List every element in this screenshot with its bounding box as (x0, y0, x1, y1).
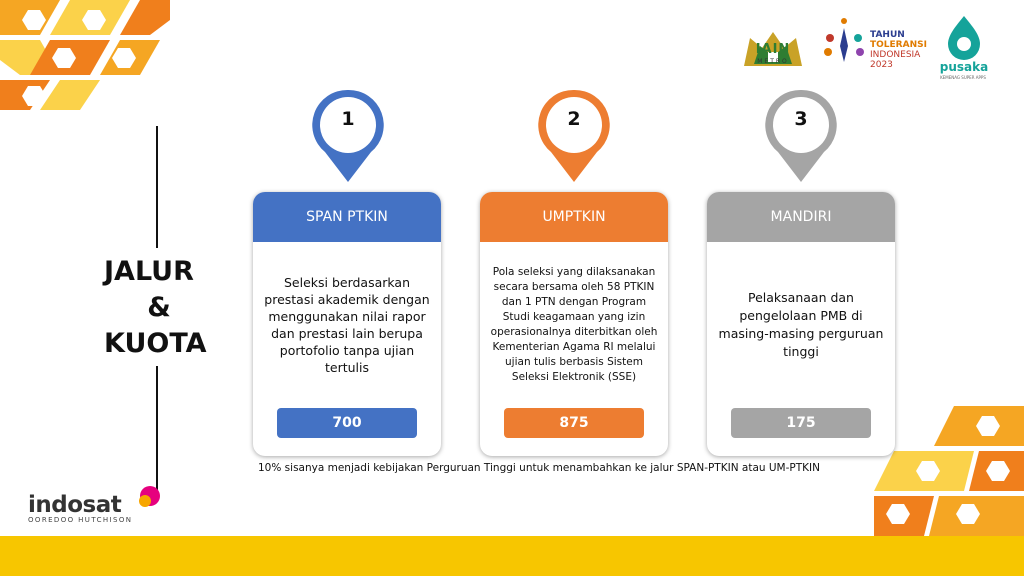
card-span-ptkin (253, 192, 441, 456)
tt-line3: INDONESIA (870, 50, 921, 60)
step-pin-2 (535, 86, 613, 186)
pusaka-logo-text: pusaka (939, 60, 989, 74)
pusaka-logo-subtext: KEMENAG SUPER APPS (940, 75, 986, 80)
step-number: 1 (341, 108, 355, 130)
bottom-accent-bar (0, 536, 1024, 576)
step-pin-1 (309, 86, 387, 186)
pusaka-logo-icon (944, 14, 984, 62)
divider-line-bottom (156, 366, 158, 490)
card-title: UMPTKIN (480, 192, 668, 242)
hex-pattern-decoration (0, 0, 170, 110)
iain-logo-subtext: METRO (757, 58, 789, 65)
tahun-toleransi-logo-text (870, 30, 927, 70)
tahun-toleransi-logo-icon (822, 16, 866, 68)
section-title (104, 254, 214, 362)
indosat-logo-text: indosat (28, 492, 122, 518)
divider-line-top (156, 126, 158, 248)
card-title: SPAN PTKIN (253, 192, 441, 242)
section-title-line3: KUOTA (104, 328, 207, 359)
indosat-logo (28, 492, 132, 524)
quota-value: 175 (731, 408, 871, 438)
map-pin-icon (762, 86, 840, 186)
footnote: 10% sisanya menjadi kebijakan Perguruan Tinggi untuk menambahkan ke jalur SPAN-PTKIN atau UM-PTKIN (258, 462, 820, 474)
card-description: Pelaksanaan dan pengelolaan PMB di masing-masing perguruan tinggi (718, 290, 884, 359)
indosat-logo-subtext: OOREDOO HUTCHISON (28, 516, 133, 524)
tt-line2: TOLERANSI (870, 40, 927, 50)
quota-value: 875 (504, 408, 644, 438)
map-pin-icon (535, 86, 613, 186)
section-title-line1: JALUR (104, 256, 194, 287)
card-description: Seleksi berdasarkan prestasi akademik dengan menggunakan nilai rapor dan prestasi lain berupa portofolio tanpa ujian tertulis (264, 275, 430, 375)
step-number: 2 (567, 108, 581, 130)
step-number: 3 (794, 108, 808, 130)
tt-line4: 2023 (870, 60, 893, 70)
card-mandiri (707, 192, 895, 456)
step-pin-3 (762, 86, 840, 186)
map-pin-icon (309, 86, 387, 186)
section-title-line2: & (147, 292, 171, 323)
card-title: MANDIRI (707, 192, 895, 242)
card-umptkin (480, 192, 668, 456)
indosat-mark-icon (136, 484, 162, 510)
quota-value: 700 (277, 408, 417, 438)
iain-logo-text: IAIN (755, 42, 791, 57)
card-description: Pola seleksi yang dilaksanakan secara bersama oleh 58 PTKIN dan 1 PTN dengan Program Studi keagamaan yang izin operasionalnya diterbitkan oleh Kementerian Agama RI melalui ujian tulis berbasis Sistem Seleksi Elektronik (SSE) (490, 266, 658, 383)
tt-line1: TAHUN (870, 30, 905, 40)
hex-pattern-decoration (874, 406, 1024, 536)
